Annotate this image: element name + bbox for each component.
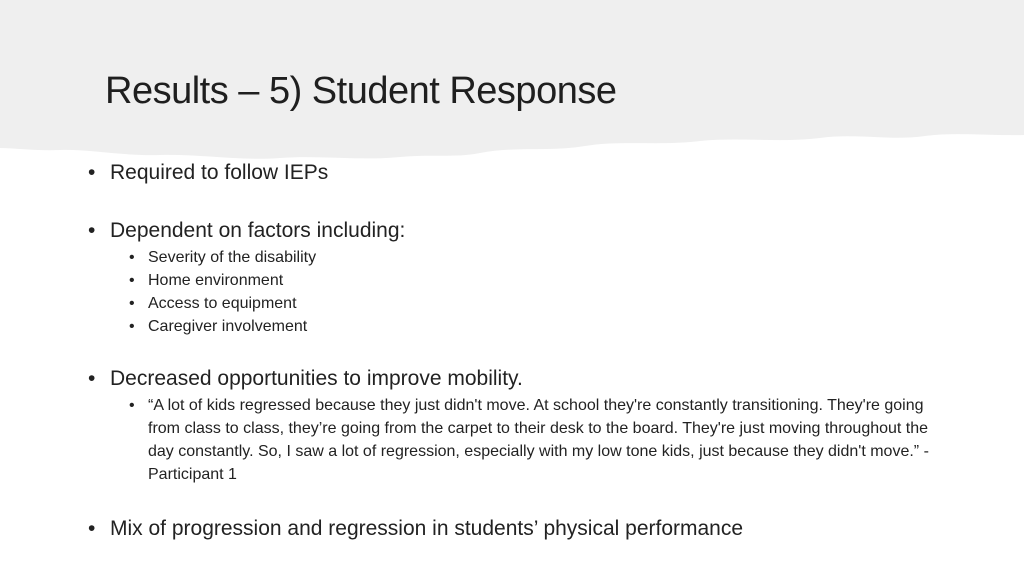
factors-sublist xyxy=(86,246,956,338)
bullet-text: Dependent on factors including: xyxy=(110,219,406,242)
sub-bullet: • Access to equipment xyxy=(86,292,956,315)
bullet-text: Required to follow IEPs xyxy=(110,161,329,184)
bullet-text: Mix of progression and regression in students’ physical performance xyxy=(110,517,744,540)
sub-bullet: • Caregiver involvement xyxy=(86,315,956,338)
mobility-sublist xyxy=(86,394,956,486)
bullet-iep xyxy=(86,158,956,188)
slide-content xyxy=(86,158,956,544)
participant-quote: • “A lot of kids regressed because they just didn't move. At school they're constantly transitioning. They're going from class to class, they’re going from the carpet to their desk to the board. They're just moving throughout the day constantly. So, I saw a lot of regression, especially with my low tone kids, just because they didn't move.” - Participant 1 xyxy=(86,394,956,486)
bullet-list xyxy=(86,158,956,544)
slide-title: Results – 5) Student Response xyxy=(105,70,617,112)
bullet-mobility xyxy=(86,364,956,394)
sub-bullet: • Home environment xyxy=(86,269,956,292)
sub-bullet: • Severity of the disability xyxy=(86,246,956,269)
bullet-factors xyxy=(86,216,956,246)
bullet-text: Decreased opportunities to improve mobility. xyxy=(110,367,523,390)
bullet-mix xyxy=(86,514,956,544)
